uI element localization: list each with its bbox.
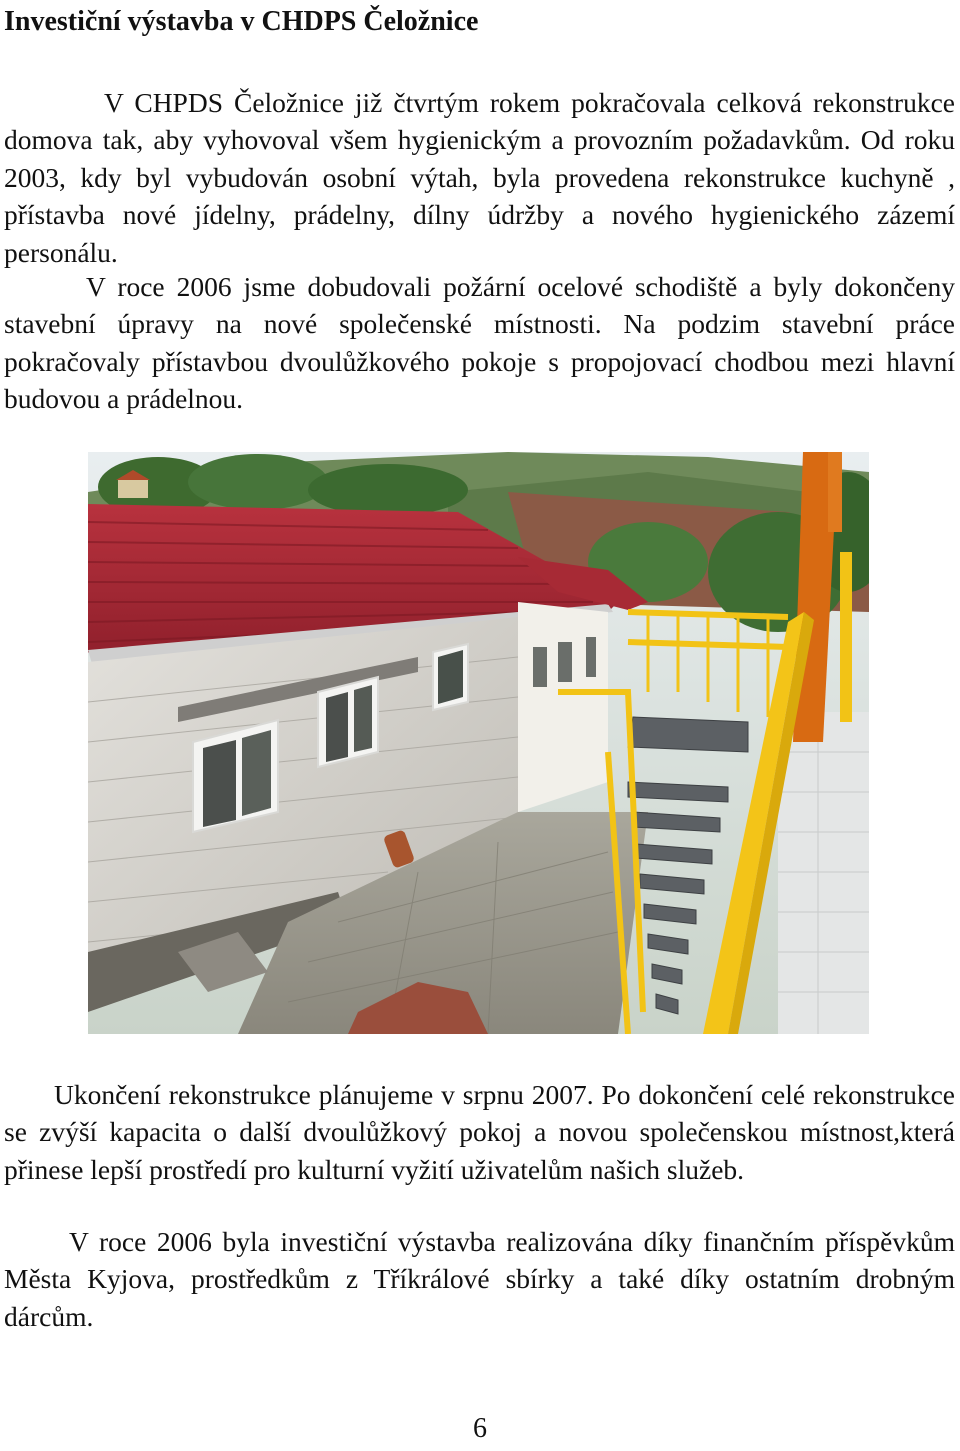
page-number: 6 xyxy=(473,1413,487,1444)
paragraph-completion: Ukončení rekonstrukce plánujeme v srpnu 2007. Po dokončení celé rekonstrukce se zvýší kapacita o další dvoulůžkový pokoj a novou společenskou místnost,která přinese lepší prostředí pro kulturní vyžití uživatelům našich služeb. xyxy=(4,1079,955,1185)
document-title: Investiční výstavba v CHDPS Čeložnice xyxy=(4,6,479,37)
paragraph-2006-works: V roce 2006 jsme dobudovali požární ocelové schodiště a byly dokončeny stavební úpravy na nové společenské místnosti. Na podzim stavební práce pokračovaly přístavbou dvoulůžkového pokoje s propojovací chodbou mezi hlavní budovou a prádelnou. xyxy=(4,271,955,415)
construction-photo xyxy=(88,452,869,1034)
paragraph-funding: V roce 2006 byla investiční výstavba realizována díky finančním příspěvkům Města Kyjova, prostředkům z Tříkrálové sbírky a také díky ostatním drobným dárcům. xyxy=(4,1226,955,1332)
paragraph-intro: V CHPDS Čeložnice již čtvrtým rokem pokračovala celková rekonstrukce domova tak, aby vyhovoval všem hygienickým a provozním požadavkům. Od roku 2003, kdy byl vybudován osobní výtah, byla provedena rekonstrukce kuchyně , přístavba nové jídelny, prádelny, dílny údržby a nového hygienického zázemí personálu. xyxy=(4,87,955,268)
